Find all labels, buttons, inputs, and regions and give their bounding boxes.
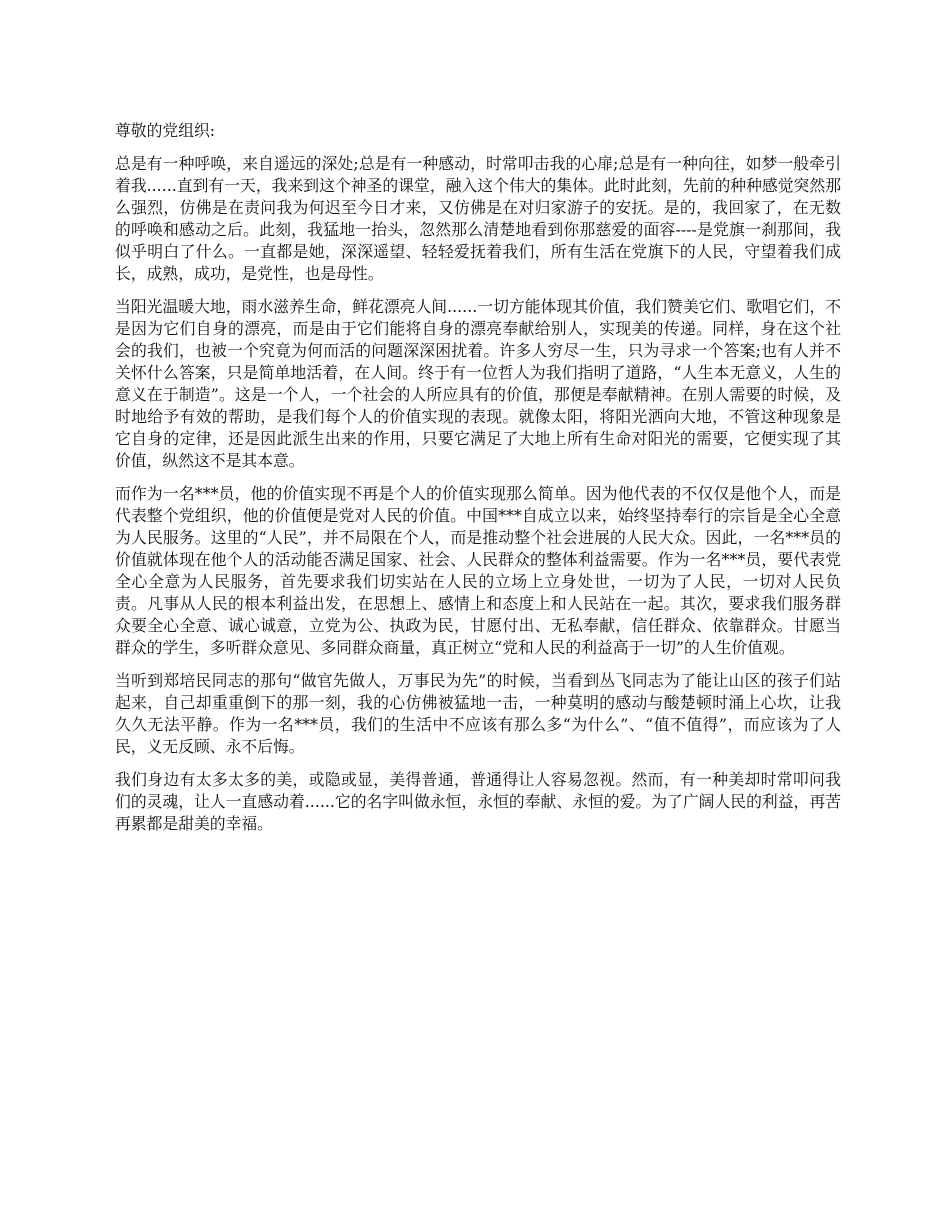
- paragraph-2: 当阳光温暖大地，雨水滋养生命，鲜花漂亮人间......一切方能体现其价值，我们赞美它们、歌唱它们，不是因为它们自身的漂亮，而是由于它们能将自身的漂亮奉献给别人，实现美的传递。同样，身在这个社会的我们，也被一个究竟为何而活的问题深深困扰着。许多人穷尽一生，只为寻求一个答案;也有人并不关怀什么答案，只是简单地活着，在人间。终于有一位哲人为我们指明了道路，“人生本无意义，人生的意义在于制造”。这是一个人，一个社会的人所应具有的价值，那便是奉献精神。在别人需要的时候，及时地给予有效的帮助，是我们每个人的价值实现的表现。就像太阳，将阳光洒向大地，不管这种现象是它自身的定律，还是因此派生出来的作用，只要它满足了大地上所有生命对阳光的需要，它便实现了其价值，纵然这不是其本意。: [115, 297, 841, 470]
- salutation: 尊敬的党组织:: [115, 121, 216, 140]
- document-body: [115, 120, 841, 846]
- paragraph-4: 当听到郑培民同志的那句“做官先做人，万事民为先”的时候，当看到丛飞同志为了能让山区的孩子们站起来，自己却重重倒下的那一刻，我的心仿佛被猛地一击，一种莫明的感动与酸楚顿时涌上心坎，让我久久无法平静。作为一名***员，我们的生活中不应该有那么多“为什么”、“值不值得”，而应该为了人民，义无反顾、永不后悔。: [115, 671, 841, 756]
- paragraph-3: 而作为一名***员，他的价值实现不再是个人的价值实现那么简单。因为他代表的不仅仅是他个人，而是代表整个党组织，他的价值便是党对人民的价值。中国***自成立以来，始终坚持奉行的宗旨是全心全意为人民服务。这里的“人民”，并不局限在个人，而是推动整个社会进展的人民大众。因此，一名***员的价值就体现在他个人的活动能否满足国家、社会、人民群众的整体利益需要。作为一名***员，要代表党全心全意为人民服务，首先要求我们切实站在人民的立场上立身处世，一切为了人民，一切对人民负责。凡事从人民的根本利益出发，在思想上、感情上和态度上和人民站在一起。其次，要求我们服务群众要全心全意、诚心诚意，立党为公、执政为民，甘愿付出、无私奉献，信任群众、依靠群众。甘愿当群众的学生，多听群众意见、多同群众商量，真正树立“党和人民的利益高于一切”的人生价值观。: [115, 484, 841, 657]
- paragraph-5: 我们身边有太多太多的美，或隐或显，美得普通，普通得让人容易忽视。然而，有一种美却时常叩问我们的灵魂，让人一直感动着......它的名字叫做永恒，永恒的奉献、永恒的爱。为了广阔人民的利益，再苦再累都是甜美的幸福。: [115, 770, 841, 833]
- paragraph-1: 总是有一种呼唤，来自遥远的深处;总是有一种感动，时常叩击我的心扉;总是有一种向往，如梦一般牵引着我......直到有一天，我来到这个神圣的课堂，融入这个伟大的集体。此时此刻，先前的种种感觉突然那么强烈，仿佛是在责问我为何迟至今日才来，又仿佛是在对归家游子的安抚。是的，我回家了，在无数的呼唤和感动之后。此刻，我猛地一抬头，忽然那么清楚地看到你那慈爱的面容----是党旗一刹那间，我似乎明白了什么。一直都是她，深深遥望、轻轻爱抚着我们，所有生活在党旗下的人民，守望着我们成长，成熟，成功，是党性，也是母性。: [115, 154, 841, 283]
